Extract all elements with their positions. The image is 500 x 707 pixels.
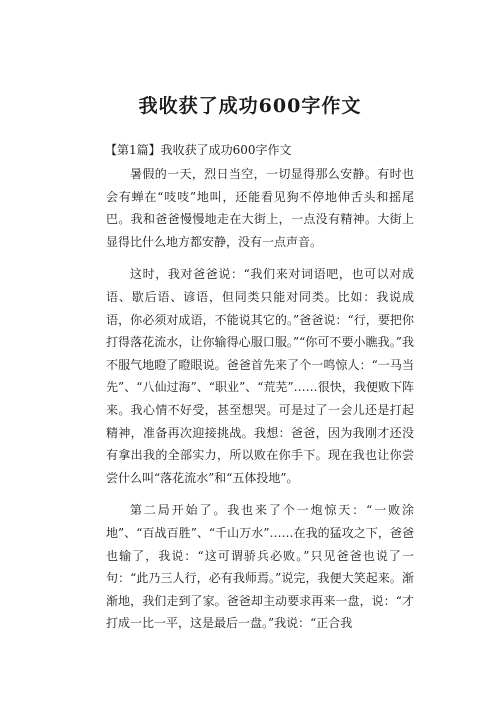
section-heading: 【第1篇】我收获了成功600字作文 xyxy=(105,143,292,157)
article-body xyxy=(106,163,414,635)
paragraph-1: 暑假的一天，烈日当空，一切显得那么安静。有时也会有蝉在“吱吱”地叫，还能看见狗不停地伸舌头和摇尾巴。我和爸爸慢慢地走在大街上，一点没有精神。大街上显得比什么地方都安静，没有一点声音。 xyxy=(106,167,414,249)
document-title: 我收获了成功600字作文 xyxy=(138,95,362,117)
paragraph-3: 第二局开始了。我也来了个一炮惊天：“一败涂地”、“百战百胜”、“千山万水”……在我的猛攻之下，爸爸也输了，我说：“这可谓骄兵必败。”只见爸爸也说了一句：“此乃三人行，必有我师焉。”说完，我便大笑起来。渐渐地，我们走到了家。爸爸却主动要求再来一盘，说：“才打成一比一平，这是最后一盘。”我说：“正合我 xyxy=(106,503,414,631)
paragraph-2: 这时，我对爸爸说：“我们来对词语吧，也可以对成语、歇后语、谚语，但同类只能对同类。比如：我说成语，你必须对成语，不能说其它的。”爸爸说：“行，要把你打得落花流水，让你输得心服口服。”“你可不要小瞧我。”我不服气地瞪了瞪眼说。爸爸首先来了个一鸣惊人：“一马当先”、“八仙过海”、“职业”、“荒芜”……很快，我便败下阵来。我心情不好受，甚至想哭。可是过了一会儿还是打起精神，准备再次迎接挑战。我想：爸爸，因为我刚才还没有拿出我的全部实力，所以败在你手下。现在我也让你尝尝什么叫“落花流水”和“五体投地”。 xyxy=(106,267,414,485)
